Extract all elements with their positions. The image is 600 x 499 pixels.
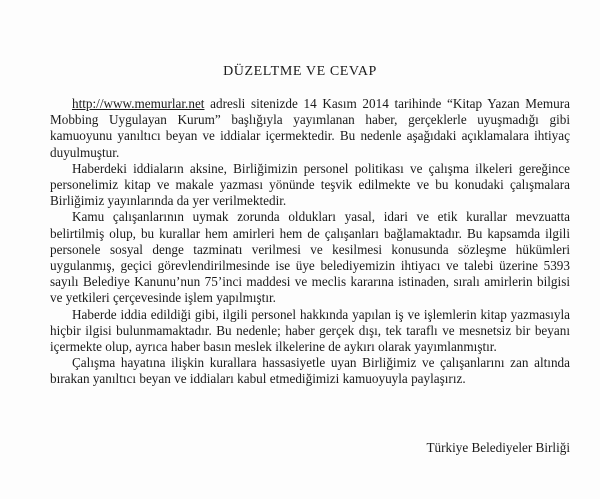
paragraph-2: Haberdeki iddiaların aksine, Birliğimizin personel politikası ve çalışma ilkeleri gereğince personelimiz kitap ve makale yazması yönünde teşvik edilmekte ve bu konudaki çalışmalara Birliğimiz yayınlarında da yer verilmektedir. [50, 160, 570, 209]
paragraph-3: Kamu çalışanlarının uymak zorunda oldukları yasal, idari ve etik kurallar mevzuatta belirtilmiş olup, bu kurallar hem amirleri hem de çalışanları bağlamaktadır. Bu kapsamda ilgili personele sosyal denge tazminatı verilmesi ve kesilmesi konusunda sözleşme hükümleri uygulanmış, geçici görevlendirilmesinde ise üye belediyemizin ihtiyacı ve talebi üzerine 5393 sayılı Belediye Kanunu’nun 75’inci maddesi ve meclis kararına istinaden, sıralı amirlerin bilgisi ve yetkileri çerçevesinde işlem yapılmıştır. [50, 209, 570, 306]
signature: Türkiye Belediyeler Birliği [426, 440, 570, 455]
paragraph-5: Çalışma hayatına ilişkin kurallara hassasiyetle uyan Birliğimiz ve çalışanlarını zan altında bırakan yanıltıcı beyan ve iddiaları kabul etmediğimizi kamuoyuyla paylaşırız. [50, 355, 570, 387]
paragraph-4: Haberde iddia edildiği gibi, ilgili personel hakkında yapılan iş ve işlemlerin kitap yazmasıyla hiçbir ilgisi bulunmamaktadır. Bu nedenle; haber gerçek dışı, tek taraflı ve mesnetsiz bir beyanı içermekte olup, ayrıca haber basın meslek ilkelerine de aykırı olarak yayımlanmıştır. [50, 306, 570, 355]
website-link[interactable]: http://www.memurlar.net [72, 96, 205, 111]
paragraph-1 [50, 96, 570, 161]
paragraph-1-text: adresli sitenizde 14 Kasım 2014 tarihinde “Kitap Yazan Memura Mobbing Uygulayan Kurum” başlığıyla yayımlanan haber, gerçeklerle uyuşmadığı gibi kamuoyunu yanıltıcı beyan ve iddialar içermektedir. Bu nedenle aşağıdaki açıklamalara ihtiyaç duyulmuştur. [50, 96, 570, 160]
document-body [50, 96, 570, 388]
document-title: DÜZELTME VE CEVAP [223, 64, 377, 79]
